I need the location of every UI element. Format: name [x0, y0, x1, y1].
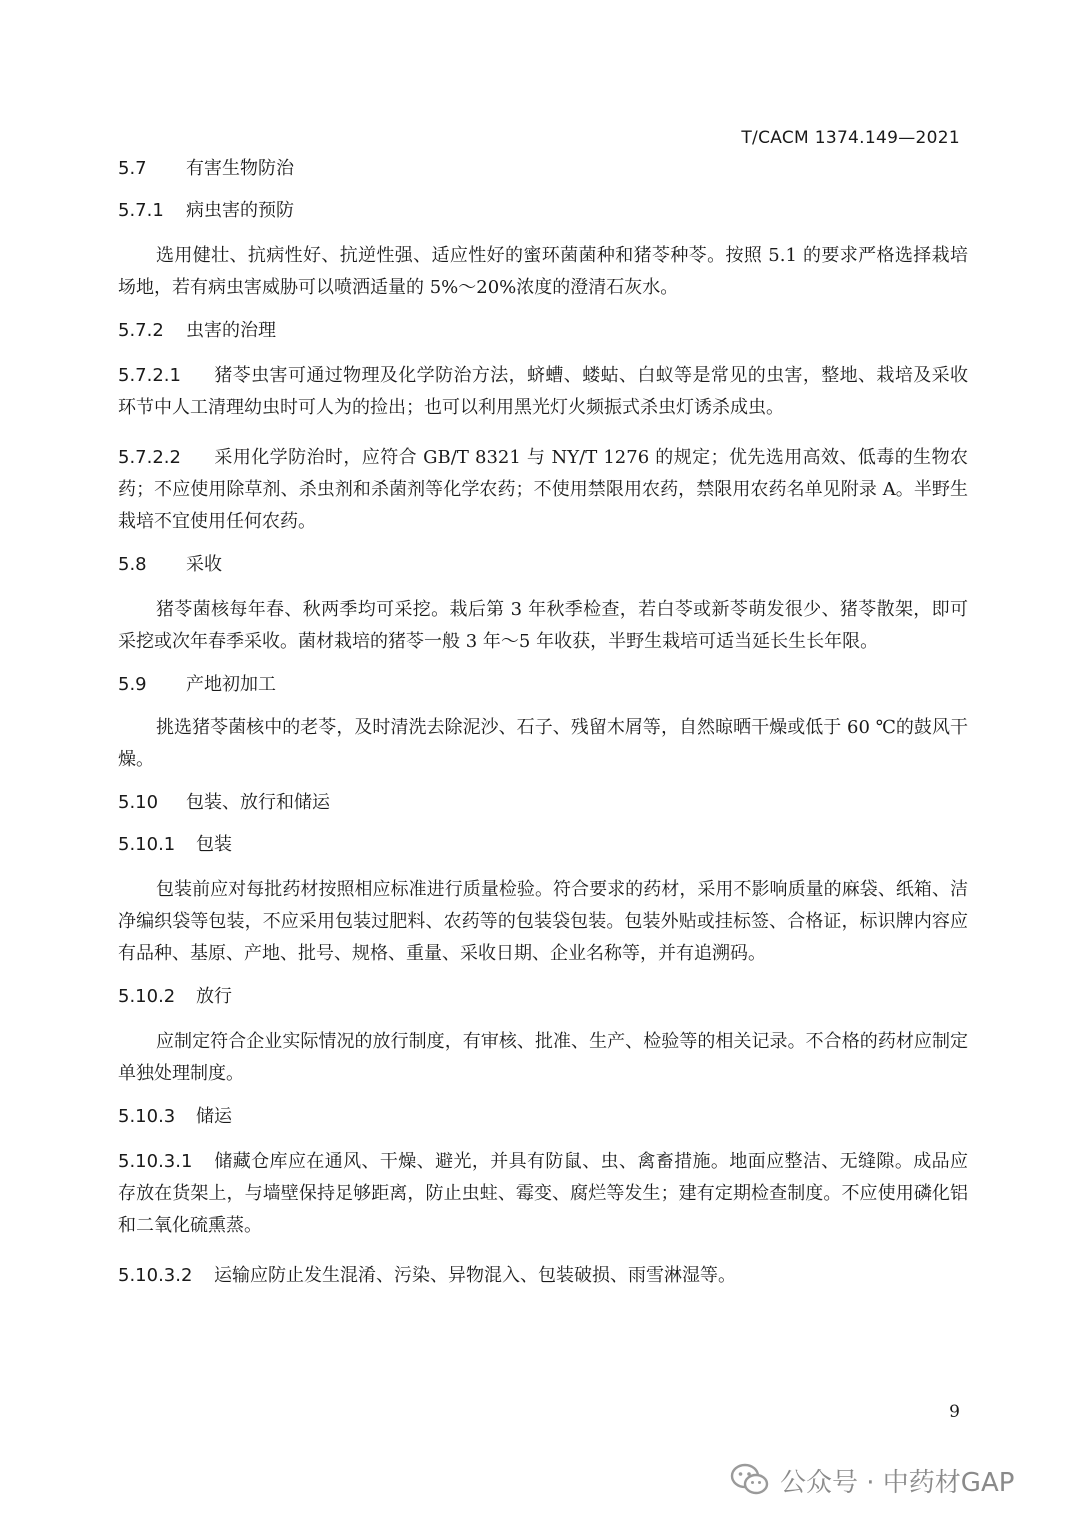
section-heading-5-7-2: 5.7.2 虫害的治理 — [118, 320, 276, 341]
paragraph-5-7-2-2: 5.7.2.2 采用化学防治时，应符合 GB/T 8321 与 NY/T 1276 的规定；优先选用高效、低毒的生物农药；不应使用除草剂、杀虫剂和杀菌剂等化学农药；不使用禁限用农药，禁限用农药名单见附录 A。半野生栽培不宜使用任何农药。 — [118, 447, 968, 532]
section-heading-5-7-1: 5.7.1 病虫害的预防 — [118, 200, 294, 221]
paragraph-5-10-1: 包装前应对每批药材按照相应标准进行质量检验。符合要求的药材，采用不影响质量的麻袋、纸箱、洁净编织袋等包装，不应采用包装过肥料、农药等的包装袋包装。包装外贴或挂标签、合格证，标识牌内容应有品种、基原、产地、批号、规格、重量、采收日期、企业名称等，并有追溯码。 — [118, 879, 968, 964]
section-heading-5-10-3: 5.10.3 储运 — [118, 1106, 232, 1127]
page-number: 9 — [949, 1402, 960, 1422]
section-heading-5-10-2: 5.10.2 放行 — [118, 986, 232, 1007]
paragraph-5-10-3-2: 5.10.3.2 运输应防止发生混淆、污染、异物混入、包装破损、雨雪淋湿等。 — [118, 1265, 736, 1286]
document-body — [118, 154, 968, 1292]
watermark-text: 公众号 · 中药材GAP — [780, 1467, 1015, 1498]
paragraph-5-9: 挑选猪苓菌核中的老苓，及时清洗去除泥沙、石子、残留木屑等，自然晾晒干燥或低于 60 ℃的鼓风干燥。 — [118, 717, 968, 770]
paragraph-5-7-1: 选用健壮、抗病性好、抗逆性强、适应性好的蜜环菌菌种和猪苓种苓。按照 5.1 的要求严格选择栽培场地，若有病虫害威胁可以喷洒适量的 5%～20%浓度的澄清石灰水。 — [118, 245, 968, 298]
section-heading-5-10: 5.10 包装、放行和储运 — [118, 792, 330, 813]
document-code: T/CACM 1374.149—2021 — [741, 128, 960, 148]
section-heading-5-8: 5.8 采收 — [118, 554, 222, 575]
section-heading-5-10-1: 5.10.1 包装 — [118, 834, 232, 855]
wechat-icon — [730, 1463, 770, 1497]
paragraph-5-7-2-1: 5.7.2.1 猪苓虫害可通过物理及化学防治方法，蛴螬、蝼蛄、白蚁等是常见的虫害，整地、栽培及采收环节中人工清理幼虫时可人为的捡出；也可以利用黑光灯火频振式杀虫灯诱杀成虫。 — [118, 365, 968, 418]
paragraph-5-8: 猪苓菌核每年春、秋两季均可采挖。栽后第 3 年秋季检查，若白苓或新苓萌发很少、猪苓散架，即可采挖或次年春季采收。菌材栽培的猪苓一般 3 年～5 年收获，半野生栽培可适当延长生长年限。 — [118, 599, 968, 652]
paragraph-5-10-2: 应制定符合企业实际情况的放行制度，有审核、批准、生产、检验等的相关记录。不合格的药材应制定单独处理制度。 — [118, 1031, 968, 1084]
section-heading-5-7: 5.7 有害生物防治 — [118, 158, 294, 179]
watermark — [730, 1458, 1014, 1502]
paragraph-5-10-3-1: 5.10.3.1 储藏仓库应在通风、干燥、避光，并具有防鼠、虫、禽畜措施。地面应整洁、无缝隙。成品应存放在货架上，与墙壁保持足够距离，防止虫蛀、霉变、腐烂等发生；建有定期检查制度。不应使用磷化铝和二氧化硫熏蒸。 — [118, 1151, 968, 1236]
section-heading-5-9: 5.9 产地初加工 — [118, 674, 276, 695]
